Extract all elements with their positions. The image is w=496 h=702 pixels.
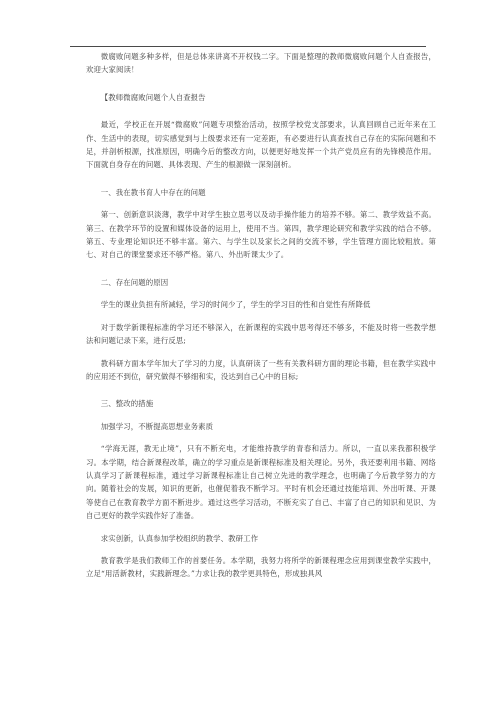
section-heading-3: 三、整改的措施	[100, 399, 154, 409]
document-title: 【教师微腐败问题个人自查报告	[100, 92, 206, 102]
document-body	[86, 50, 436, 581]
paragraph-3: 学生的课业负担有所减轻，学习的时间少了，学生的学习目的性和自觉性有所降低	[100, 300, 371, 310]
intro-paragraph: 微腐败问题多种多样，但是总体来讲离不开权钱二字。下面是整理的教师微腐败问题个人自查报告，欢迎大家阅读！	[86, 52, 436, 75]
section-heading-1: 一、我在教书育人中存在的问题	[100, 187, 206, 197]
subheading-1: 加强学习，不断提高思想业务素质	[100, 421, 214, 431]
paragraph-4: 对于数学新课程标准的学习还不够深入，在新课程的实践中思考得还不够多，不能及时将一些教学想法和问题记录下来，进行反思;	[86, 322, 436, 346]
paragraph-1: 最近，学校正在开展“微腐败”问题专项整治活动，按照学校党支部要求，认真回顾自己近年来在工作、生活中的表现，切实感觉到与上级要求还有一定差距，有必要进行认真查找自己存在的实际问题和不足，并剖析根源，找准原因，明确今后的整改方向，以便更好地发挥一个共产党员应有的先锋模范作用。下面就自身存在的问题、具体表现、产生的根源做一深刻剖析。	[86, 120, 436, 170]
paragraph-2: 第一、创新意识淡薄，教学中对学生独立思考以及动手操作能力的培养不够。第二、教学效益不高。第三、在教学环节的设置和媒体设备的运用上，使用不当。第四，教学理论研究和教学实践的结合不够。第五、专业理论知识还不够丰富。第六、与学生以及家长之间的交流不够，学生管理方面比较粗放。第七、对自己的课堂要求还不够严格。第八、外出听课太少了。	[86, 210, 436, 260]
section-heading-2: 二、存在问题的原因	[100, 277, 169, 287]
subheading-2: 求实创新，认真参加学校组织的教学、教研工作	[100, 533, 259, 543]
paragraph-7: 教育教学是我们教师工作的首要任务。本学期，我努力将所学的新课程理念应用到课堂教学实践中，立足“用活新教材，实践新理念。”力求让我的教学更具特色，形成独具风	[86, 555, 436, 579]
header-rule	[70, 46, 426, 47]
paragraph-6: “学海无涯，教无止境”，只有不断充电，才能维持教学的青春和活力。所以，一直以来我都积极学习。本学期，结合新课程改革，确立的学习重点是新课程标准及相关理论。另外，我还要利用书籍、网络认真学习了新课程标准，通过学习新课程标准让自己树立先进的教学理念，也明确了今后教学努力的方向。随着社会的发展，知识的更新，也催促着我不断学习。平时有机会还通过技能培训、外出听课、开课等使自己在教育教学方面不断进步。通过这些学习活动，不断充实了自己、丰富了自己的知识和见识、为自己更好的教学实践作好了准备。	[86, 444, 436, 521]
paragraph-5: 教科研方面本学年加大了学习的力度，认真研读了一些有关教科研方面的理论书籍，但在教学实践中的应用还不到位，研究做得不够细和实，没达到自己心中的目标;	[86, 358, 436, 381]
